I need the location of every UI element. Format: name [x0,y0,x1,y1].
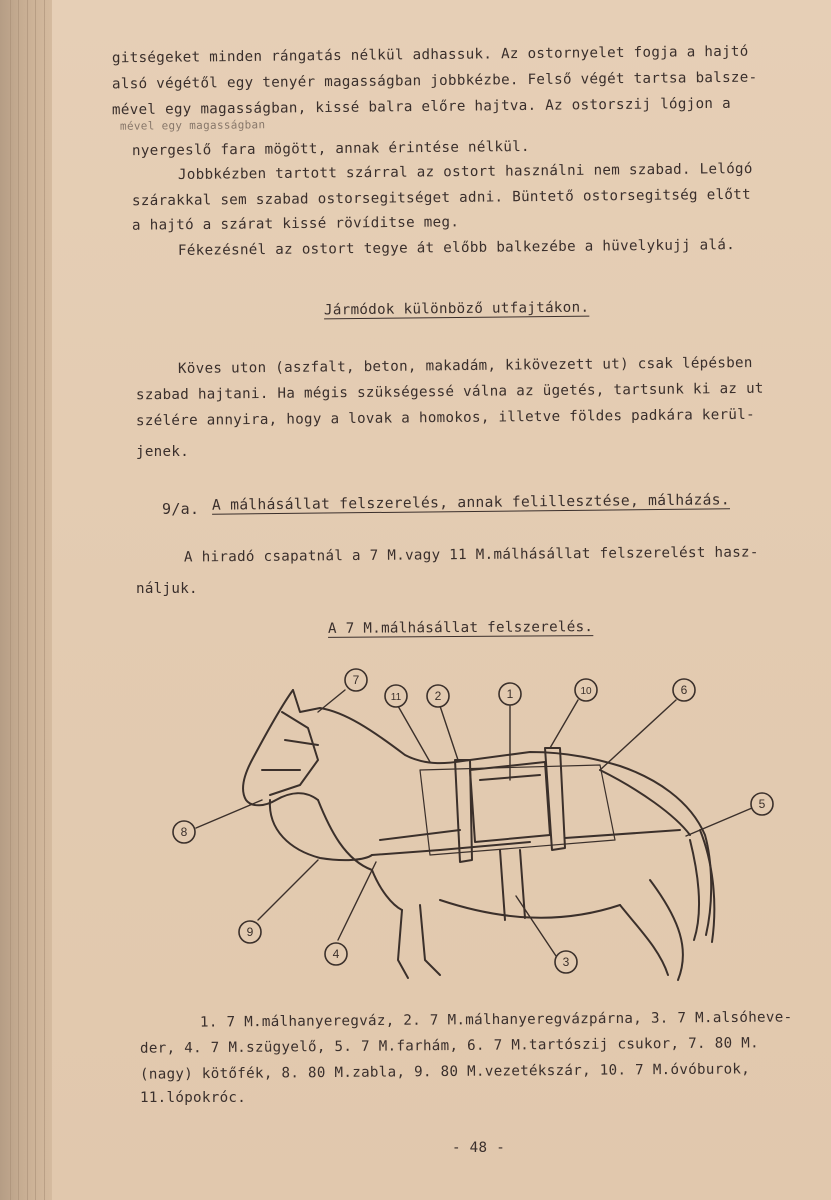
girth [500,850,525,920]
text-line: alsó végétől egy tenyér magasságban jobbkézbe. Felső végét tartsa balsze- [111,69,758,93]
section-heading: Jármódok különböző utfajtákon. [323,299,590,319]
horse-front-legs [398,905,440,978]
callout-line-10 [550,700,578,748]
text-line: Köves uton (aszfalt, beton, makadám, kikövezett ut) csak lépésben [177,354,753,378]
callout-label: 9 [246,925,254,939]
horse-belly [440,900,620,918]
text-line: szélére annyira, hogy a lovak a homokos, illetve földes padkára kerül- [135,406,755,430]
callout-label: 7 [352,673,360,687]
text-line: Jobbkézben tartott szárral az ostort használni nem szabad. Lelógó [177,160,753,184]
callout-line-6 [600,700,676,770]
figure-heading: A 7 M.málhásállat felszerelés. [327,619,594,637]
callout-line-4 [338,862,376,940]
caption-line: (nagy) kötőfék, 8. 80 M.zabla, 9. 80 M.vezetékszár, 10. 7 M.óvóburok, [139,1061,751,1083]
page-number: - 48 - [452,1140,506,1156]
callout-label: 1 [506,687,514,701]
callout-label: 10 [580,686,592,697]
text-line: szabad hajtani. Ha mégis szükségessé válna az ügetés, tartsunk ki az ut [135,380,764,404]
callout-line-7 [318,690,345,712]
callout-label: 3 [562,955,570,969]
text-line: Fékezésnél az ostort tegye át előbb balkezébe a hüvelykujj alá. [177,237,736,259]
horse-head-outline [293,690,711,935]
text-line: mével egy magasságban, kissé balra előre hajtva. Az ostorszij lógjon a [111,95,731,119]
callout-line-3 [516,896,556,956]
section-title: A málhásállat felszerelés, annak felillesztése, málházás. [211,491,730,514]
caption-line: 11.lópokróc. [140,1090,247,1106]
callout-label: 6 [680,683,688,697]
callout-line-5 [686,808,752,836]
breeching [565,770,690,838]
callout-label: 8 [180,825,188,839]
text-line: a hajtó a szárat kissé rövíditse meg. [131,214,460,234]
breast-collar [372,830,530,855]
callout-label: 11 [390,692,402,703]
horse-face [243,690,318,805]
text-line: A hiradó csapatnál a 7 M.vagy 11 M.málhásállat felszerelést hasz- [183,544,759,566]
caption-line: der, 4. 7 M.szügyelő, 5. 7 M.farhám, 6. 7 M.tartószij csukor, 7. 80 M. [139,1035,759,1057]
text-line: nyergeslő fara mögött, annak érintése nélkül. [131,138,530,160]
ghost-text-line: mével egy magasságban [119,118,266,133]
text-line: szárakkal sem szabad ostorsegitséget adni. Büntető ostorsegitség előtt [131,186,751,210]
callout-line-9 [258,860,318,920]
text-line: náljuk. [136,581,198,597]
callout-label: 5 [758,797,766,811]
section-number: 9/a. [162,500,200,518]
blanket [420,765,615,855]
callout-line-2 [440,706,458,760]
text-line: jenek. [136,444,190,460]
callout-label: 2 [434,689,442,703]
callout-line-8 [196,800,262,828]
callout-label: 4 [332,947,340,961]
text-line: gitségeket minden rángatás nélkül adhassuk. Az ostornyelet fogja a hajtó [111,43,749,67]
horse-hind-legs [620,880,683,980]
caption-line: 1. 7 M.málhanyeregváz, 2. 7 M.málhanyeregvázpárna, 3. 7 M.alsóheve- [199,1009,793,1031]
